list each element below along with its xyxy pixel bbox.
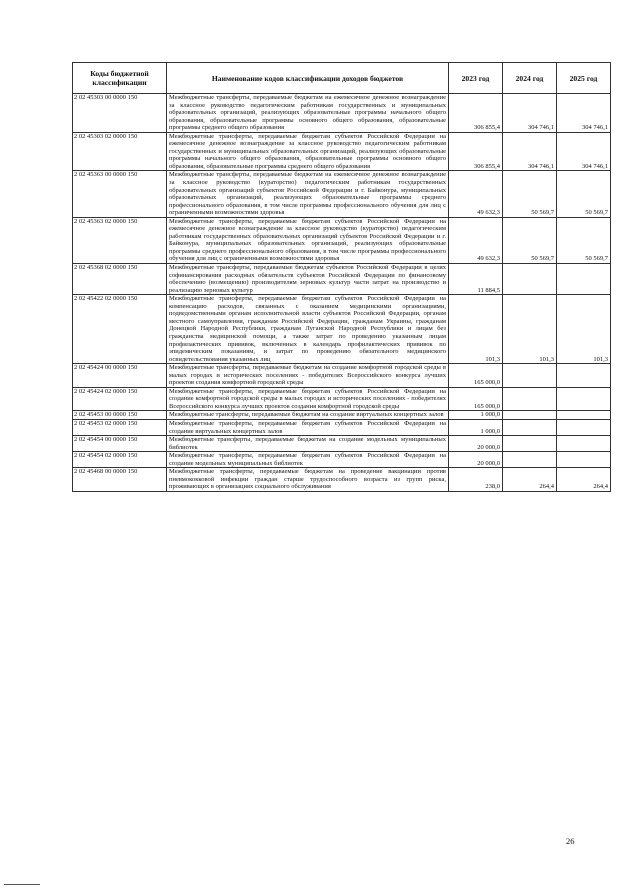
table-row: [73, 419, 611, 435]
table-row: [73, 436, 611, 452]
row-name: Межбюджетные трансферты, передаваемые бюджетам на создание виртуальных концертных залов: [167, 411, 449, 420]
row-2025: [557, 364, 611, 388]
row-2024: 304 746,1: [503, 132, 557, 171]
table-row: [73, 452, 611, 468]
row-code: 2 02 45363 02 0000 150: [73, 217, 167, 263]
row-code: 2 02 45468 00 0000 150: [73, 468, 167, 492]
row-2023: 49 632,3: [449, 217, 503, 263]
row-code: 2 02 45303 00 0000 150: [73, 94, 167, 133]
row-2023: 20 000,0: [449, 436, 503, 452]
row-code: 2 02 45454 00 0000 150: [73, 436, 167, 452]
row-2025: 101,3: [557, 295, 611, 364]
header-2024: 2024 год: [503, 63, 557, 94]
table-row: [73, 295, 611, 364]
row-2023: 238,0: [449, 468, 503, 492]
row-code: 2 02 45453 02 0000 150: [73, 419, 167, 435]
header-2023: 2023 год: [449, 63, 503, 94]
row-2025: 304 746,1: [557, 94, 611, 133]
table-row: [73, 171, 611, 217]
row-name: Межбюджетные трансферты, передаваемые бюджетам субъектов Российской Федерации на создание виртуальных концертных залов: [167, 419, 449, 435]
header-code: Коды бюджетной классификации: [73, 63, 167, 94]
row-name: Межбюджетные трансферты, передаваемые бюджетам на ежемесячное денежное вознаграждение за классное руководство (кураторство) педагогическим работникам государственных образовательных организаций субъектов Российской Федерации и г. Байконура, муниципальных образовательных организаций, реализующих образовательные программы среднего профессионального образования, в том числе программы профессионального обучения для лиц с ограниченными возможностями здоровья: [167, 171, 449, 217]
row-2024: 50 569,7: [503, 171, 557, 217]
row-2025: [557, 411, 611, 420]
row-name: Межбюджетные трансферты, передаваемые бюджетам субъектов Российской Федерации на создание модельных муниципальных библиотек: [167, 452, 449, 468]
footer-rule: [4, 884, 40, 885]
row-2024: [503, 387, 557, 411]
row-2024: 264,4: [503, 468, 557, 492]
row-2025: 264,4: [557, 468, 611, 492]
row-code: 2 02 45422 02 0000 150: [73, 295, 167, 364]
row-code: 2 02 45424 02 0000 150: [73, 387, 167, 411]
row-2025: [557, 452, 611, 468]
row-name: Межбюджетные трансферты, передаваемые бюджетам на проведение вакцинации против пневмококковой инфекции граждан старше трудоспособного возраста из групп риска, проживающих в организациях социального обслуживания: [167, 468, 449, 492]
table-row: [73, 264, 611, 295]
row-2024: [503, 411, 557, 420]
row-name: Межбюджетные трансферты, передаваемые бюджетам на создание модельных муниципальных библиотек: [167, 436, 449, 452]
row-2024: [503, 264, 557, 295]
row-2023: 306 855,4: [449, 132, 503, 171]
row-2025: [557, 387, 611, 411]
row-2024: [503, 452, 557, 468]
row-name: Межбюджетные трансферты, передаваемые бюджетам субъектов Российской Федерации на ежемесячное денежное вознаграждение за классное руководство (кураторство) педагогическим работникам государственных образовательных организаций субъектов Российской Федерации и г. Байконура, муниципальных образовательных организаций, реализующих образовательные программы среднего профессионального образования, в том числе программы профессионального обучения для лиц с ограниченными возможностями здоровья: [167, 217, 449, 263]
row-code: 2 02 45368 02 0000 150: [73, 264, 167, 295]
header-name: Наименование кодов классификации доходов бюджетов: [167, 63, 449, 94]
page-number: 26: [566, 836, 575, 846]
row-code: 2 02 45453 00 0000 150: [73, 411, 167, 420]
row-2023: 1 000,0: [449, 411, 503, 420]
row-2023: 49 632,3: [449, 171, 503, 217]
row-code: 2 02 45424 00 0000 150: [73, 364, 167, 388]
row-2025: 304 746,1: [557, 132, 611, 171]
table-row: [73, 94, 611, 133]
row-name: Межбюджетные трансферты, передаваемые бюджетам субъектов Российской Федерации на создание комфортной городской среды в малых городах и исторических поселениях - победителях Всероссийского конкурса лучших проектов создания комфортной городской среды: [167, 387, 449, 411]
row-2025: [557, 419, 611, 435]
row-2025: 50 569,7: [557, 171, 611, 217]
row-code: 2 02 45363 00 0000 150: [73, 171, 167, 217]
row-2025: [557, 436, 611, 452]
row-2023: 11 884,5: [449, 264, 503, 295]
row-2024: [503, 364, 557, 388]
row-2024: [503, 436, 557, 452]
row-2023: 1 000,0: [449, 419, 503, 435]
row-name: Межбюджетные трансферты, передаваемые бюджетам субъектов Российской Федерации на ежемесячное денежное вознаграждение за классное руководство педагогическим работникам государственных и муниципальных образовательных организаций, реализующих образовательные программы начального общего образования, образовательные программы основного общего образования, образовательные программы среднего общего образования: [167, 132, 449, 171]
row-2025: [557, 264, 611, 295]
row-2025: 50 569,7: [557, 217, 611, 263]
table-row: [73, 468, 611, 492]
row-2024: 50 569,7: [503, 217, 557, 263]
budget-revenue-table: [72, 62, 611, 492]
header-2025: 2025 год: [557, 63, 611, 94]
row-code: 2 02 45454 02 0000 150: [73, 452, 167, 468]
row-2023: 165 000,0: [449, 387, 503, 411]
table-row: [73, 217, 611, 263]
row-2023: 20 000,0: [449, 452, 503, 468]
table-row: [73, 387, 611, 411]
row-name: Межбюджетные трансферты, передаваемые бюджетам субъектов Российской Федерации в целях софинансирования расходных обязательств субъектов Российской Федерации по финансовому обеспечению (возмещению) производителям зерновых культур части затрат на производство и реализацию зерновых культур: [167, 264, 449, 295]
table-row: [73, 364, 611, 388]
document-page: [72, 62, 610, 492]
table-row: [73, 132, 611, 171]
table-header-row: [73, 63, 611, 94]
row-code: 2 02 45303 02 0000 150: [73, 132, 167, 171]
row-2023: 165 000,0: [449, 364, 503, 388]
row-2024: 101,3: [503, 295, 557, 364]
table-row: [73, 411, 611, 420]
row-name: Межбюджетные трансферты, передаваемые бюджетам на ежемесячное денежное вознаграждение за классное руководство педагогическим работникам государственных и муниципальных образовательных организаций, реализующих образовательные программы начального общего образования, образовательные программы основного общего образования, образовательные программы среднего общего образования: [167, 94, 449, 133]
row-2024: 304 746,1: [503, 94, 557, 133]
row-2023: 101,3: [449, 295, 503, 364]
row-2023: 306 855,4: [449, 94, 503, 133]
row-name: Межбюджетные трансферты, передаваемые бюджетам на создание комфортной городской среды в малых городах и исторических поселениях - победителях Всероссийского конкурса лучших проектов создания комфортной городской среды: [167, 364, 449, 388]
row-2024: [503, 419, 557, 435]
row-name: Межбюджетные трансферты, передаваемые бюджетам субъектов Российской Федерации на компенсацию расходов, связанных с оказанием медицинскими организациями, подведомственными органам исполнительной власти субъектов Российской Федерации, органам местного самоуправления, гражданам Российской Федерации, гражданам Украины, гражданам Донецкой Народной Республики, гражданам Луганской Народной Республики и лицам без гражданства медицинской помощи, а также затрат по проведению указанным лицам профилактических прививок, включенных в календарь профилактических прививок по эпидемическим показаниям, и затрат по проведению обязательного медицинского освидетельствования указанных лиц: [167, 295, 449, 364]
